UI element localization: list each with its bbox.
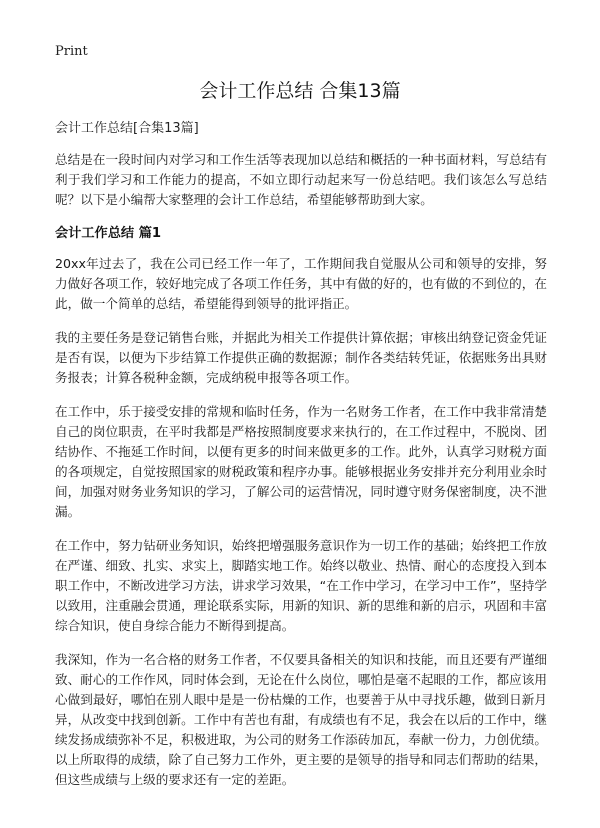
body-paragraph-3: 在工作中，乐于接受安排的常规和临时任务，作为一名财务工作者，在工作中我非常清楚自己的岗位职责，在平时我都是严格按照制度要求来执行的，在工作过程中，不脱岗、团结协作、不拖延工作时间，以便有更多的时间来做更多的工作。此外，认真学习财税方面的各项规定，自觉按照国家的财税政策和程序办事。能够根据业务安排并充分利用业余时间，加强对财务业务知识的学习，了解公司的运营情况，同时遵守财务保密制度，决不泄漏。: [55, 404, 547, 519]
body-paragraph-2: 我的主要任务是登记销售台账，并据此为相关工作提供计算依据；审核出纳登记资金凭证是否有误，以便为下步结算工作提供正确的数据源；制作各类结转凭证，依据账务出具财务报表；计算各税种金额，完成纳税申报等各项工作。: [55, 330, 547, 385]
print-label: Print: [55, 44, 88, 59]
section-heading: 会计工作总结 篇1: [55, 226, 162, 241]
document-title: 会计工作总结 合集13篇: [199, 80, 401, 102]
intro-paragraph: 总结是在一段时间内对学习和工作生活等表现加以总结和概括的一种书面材料，写总结有利于我们学习和工作能力的提高，不如立即行动起来写一份总结吧。我们该怎么写总结呢？以下是小编帮大家整理的会计工作总结，希望能够帮助到大家。: [55, 152, 547, 207]
document-subtitle: 会计工作总结[合集13篇]: [55, 121, 199, 136]
document-body: [55, 119, 547, 804]
body-paragraph-5: 我深知，作为一名合格的财务工作者，不仅要具备相关的知识和技能，而且还要有严谨细致、耐心的工作作风，同时体会到，无论在什么岗位，哪怕是毫不起眼的工作，都应该用心做到最好，哪怕在别人眼中是是一份枯燥的工作，也要善于从中寻找乐趣，做到日新月异，从改变中找到创新。工作中有苦也有甜，有成绩也有不足，我会在以后的工作中，继续发扬成绩弥补不足，积极进取，为公司的财务工作添砖加瓦，奉献一份力，力创优绩。以上所取得的成绩，除了自己努力工作外，更主要的是领导的指导和同志们帮助的结果，但这些成绩与上级的要求还有一定的差距。: [55, 652, 547, 787]
body-paragraph-1: 20xx年过去了，我在公司已经工作一年了，工作期间我自觉服从公司和领导的安排，努力做好各项工作，较好地完成了各项工作任务，其中有做的好的，也有做的不到位的，在此，做一个简单的总结，希望能得到领导的批评指正。: [55, 256, 547, 311]
body-paragraph-4: 在工作中，努力钻研业务知识，始终把增强服务意识作为一切工作的基础；始终把工作放在严谨、细致、扎实、求实上，脚踏实地工作。始终以敬业、热情、耐心的态度投入到本职工作中，不断改进学习方法，讲求学习效果，“在工作中学习，在学习中工作”，坚持学以致用，注重融会贯通，理论联系实际，用新的知识、新的思维和新的启示，巩固和丰富综合知识，使自身综合能力不断得到提高。: [55, 538, 547, 633]
